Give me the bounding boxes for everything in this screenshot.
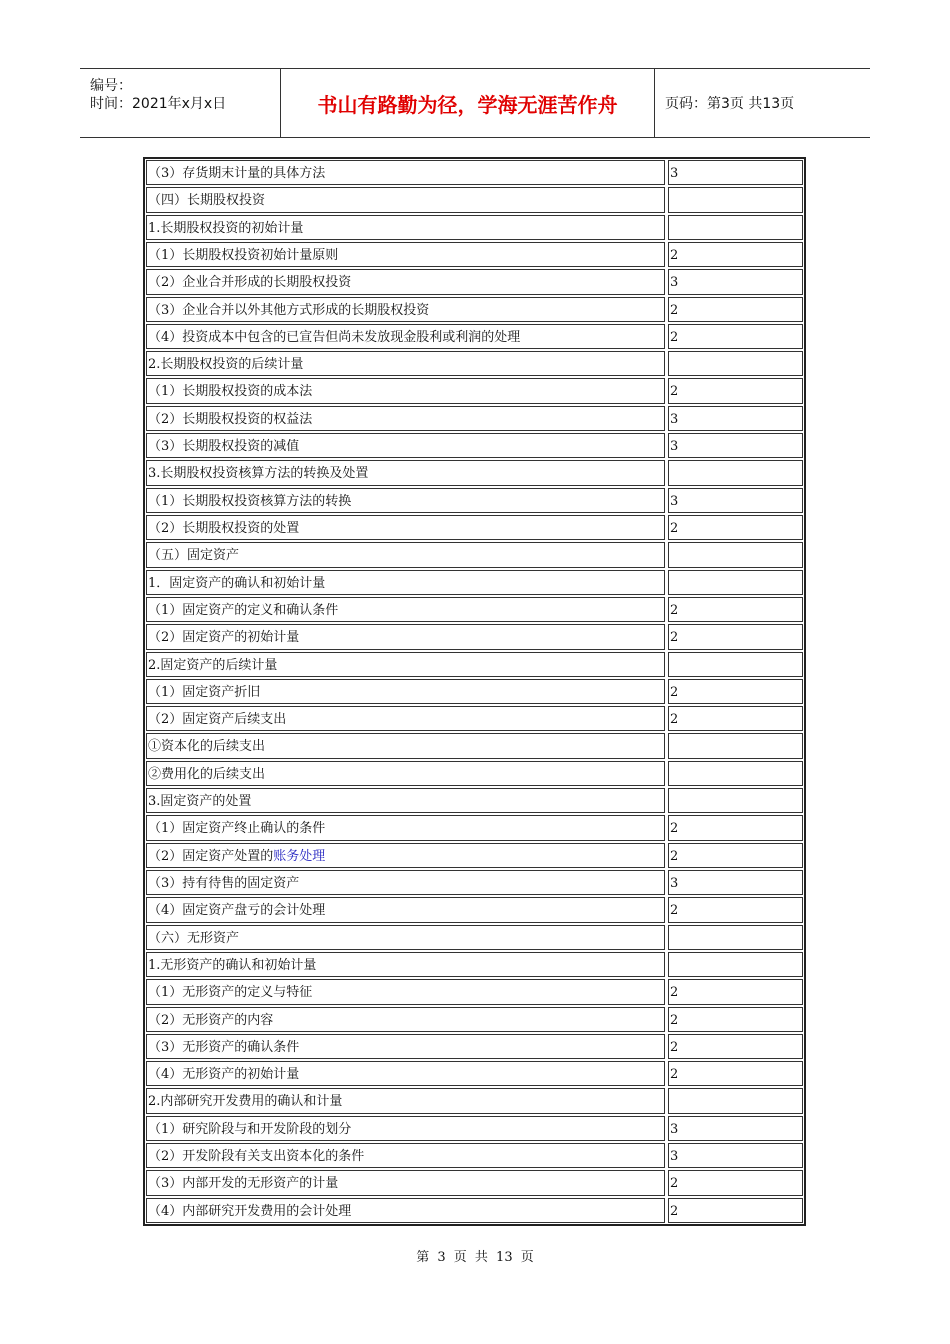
topic-text: （2）开发阶段有关支出资本化的条件: [148, 1149, 365, 1165]
topic-text: 1．固定资产的确认和初始计量: [148, 575, 326, 591]
topic-text: （3）存货期末计量的具体方法: [148, 166, 326, 181]
topic-cell: [146, 542, 665, 567]
document-number-label: 编号：: [90, 78, 132, 94]
table-row: [145, 1087, 804, 1114]
topic-text: 2.长期股权投资的后续计量: [148, 357, 304, 373]
table-row: [145, 978, 804, 1005]
table-row: [145, 459, 804, 486]
topic-cell: [146, 652, 665, 677]
topic-text: （3）无形资产的确认条件: [148, 1039, 300, 1055]
table-row: [145, 1006, 804, 1033]
hours-cell: 2: [668, 1007, 803, 1032]
topic-text: （五）固定资产: [148, 548, 240, 564]
table-row: [145, 1142, 804, 1169]
hours-cell: 2: [668, 897, 803, 922]
topic-link[interactable]: 账务处理: [273, 848, 326, 864]
table-row: [145, 405, 804, 432]
table-row: [145, 1115, 804, 1142]
table-row: [145, 159, 804, 186]
topic-cell: [146, 160, 665, 185]
topic-cell: [146, 706, 665, 731]
topic-text: ②费用化的后续支出: [148, 766, 266, 782]
topic-cell: [146, 733, 665, 758]
topic-text: （四）长期股权投资: [148, 193, 266, 209]
hours-cell: 2: [668, 1061, 803, 1086]
hours-cell: 3: [668, 1143, 803, 1168]
topic-cell: [146, 433, 665, 458]
topic-text: （4）投资成本中包含的已宣告但尚未发放现金股利或利润的处理: [148, 329, 521, 345]
table-row: [145, 296, 804, 323]
hours-cell: 2: [668, 378, 803, 403]
topic-text: 3.固定资产的处置: [148, 794, 252, 810]
topic-cell: [146, 1007, 665, 1032]
hours-cell: [668, 788, 803, 813]
topic-cell: [146, 679, 665, 704]
topic-cell: [146, 597, 665, 622]
topic-cell: [146, 952, 665, 977]
hours-cell: 2: [668, 706, 803, 731]
topic-text: （1）研究阶段与和开发阶段的划分: [148, 1121, 352, 1137]
table-row: [145, 814, 804, 841]
table-row: [145, 732, 804, 759]
topic-cell: [146, 761, 665, 786]
topic-cell: [146, 870, 665, 895]
topic-cell: [146, 788, 665, 813]
topic-cell: [146, 242, 665, 267]
hours-cell: [668, 351, 803, 376]
topic-text: （2）长期股权投资的处置: [148, 521, 300, 536]
topic-cell: [146, 1116, 665, 1141]
hours-cell: [668, 761, 803, 786]
topic-text: （3）持有待售的固定资产: [148, 876, 300, 891]
topic-cell: [146, 351, 665, 376]
topic-text: （1）长期股权投资初始计量原则: [148, 247, 339, 263]
topic-text: （1）固定资产终止确认的条件: [148, 821, 326, 837]
table-row: [145, 623, 804, 650]
hours-cell: 2: [668, 297, 803, 322]
topic-cell: [146, 624, 665, 649]
topic-cell: [146, 1143, 665, 1168]
hours-cell: 3: [668, 269, 803, 294]
topic-text: （1）无形资产的定义与特征: [148, 985, 313, 1001]
hours-cell: [668, 925, 803, 950]
topic-cell: [146, 1170, 665, 1195]
topic-text: （2）固定资产的初始计量: [148, 630, 300, 646]
topic-cell: [146, 378, 665, 403]
topic-text: （1）长期股权投资核算方法的转换: [148, 493, 352, 509]
topic-cell: [146, 897, 665, 922]
hours-cell: 3: [668, 488, 803, 513]
topic-text: 2.固定资产的后续计量: [148, 657, 278, 673]
hours-cell: 2: [668, 679, 803, 704]
table-row: [145, 1033, 804, 1060]
table-row: [145, 951, 804, 978]
topic-cell: [146, 324, 665, 349]
hours-cell: [668, 460, 803, 485]
table-row: [145, 186, 804, 213]
table-row: [145, 541, 804, 568]
topic-cell: [146, 215, 665, 240]
document-date-label: 时间：2021年x月x日: [90, 96, 227, 112]
hours-cell: 2: [668, 515, 803, 540]
header-meta-cell: [80, 69, 281, 137]
hours-cell: 2: [668, 1198, 803, 1223]
topic-text: ①资本化的后续支出: [148, 739, 266, 755]
topic-cell: [146, 269, 665, 294]
document-header: [80, 68, 870, 138]
table-row: [145, 924, 804, 951]
hours-cell: 2: [668, 1170, 803, 1195]
topic-text: （2）无形资产的内容: [148, 1012, 274, 1028]
topic-text: （2）长期股权投资的权益法: [148, 411, 313, 427]
topic-text: 2.内部研究开发费用的确认和计量: [148, 1094, 343, 1110]
hours-cell: 2: [668, 624, 803, 649]
topic-cell: [146, 1088, 665, 1113]
hours-cell: [668, 215, 803, 240]
hours-cell: 2: [668, 843, 803, 868]
topic-text: （1）固定资产折旧: [148, 684, 261, 700]
table-row: [145, 214, 804, 241]
topic-text: （3）企业合并以外其他方式形成的长期股权投资: [148, 302, 430, 318]
topic-text: （2）企业合并形成的长期股权投资: [148, 275, 352, 291]
topic-text: （4）固定资产盘亏的会计处理: [148, 903, 326, 919]
topic-cell: [146, 1034, 665, 1059]
topic-text: （1）长期股权投资的成本法: [148, 384, 313, 400]
table-row: [145, 1197, 804, 1224]
topic-cell: [146, 925, 665, 950]
table-row: [145, 596, 804, 623]
hours-cell: 2: [668, 324, 803, 349]
hours-cell: [668, 187, 803, 212]
hours-cell: 2: [668, 815, 803, 840]
topic-cell: [146, 815, 665, 840]
header-page-number: 页码：第3页 共13页: [665, 96, 795, 112]
table-row: [145, 377, 804, 404]
topic-cell: [146, 460, 665, 485]
table-row: [145, 760, 804, 787]
hours-cell: [668, 1088, 803, 1113]
topic-cell: [146, 979, 665, 1004]
hours-cell: 3: [668, 433, 803, 458]
hours-cell: 2: [668, 597, 803, 622]
topic-cell: [146, 297, 665, 322]
table-row: [145, 787, 804, 814]
table-row: [145, 1169, 804, 1196]
hours-cell: 2: [668, 1034, 803, 1059]
topic-text: （3）长期股权投资的减值: [148, 439, 300, 455]
topic-cell: [146, 570, 665, 595]
table-row: [145, 678, 804, 705]
topic-text: （4）无形资产的初始计量: [148, 1067, 300, 1083]
hours-cell: 2: [668, 242, 803, 267]
table-row: [145, 705, 804, 732]
hours-cell: [668, 542, 803, 567]
table-row: [145, 487, 804, 514]
topic-text: （2）固定资产后续支出: [148, 712, 287, 728]
table-row: [145, 651, 804, 678]
topic-text: （4）内部研究开发费用的会计处理: [148, 1203, 352, 1219]
table-row: [145, 869, 804, 896]
topic-cell: [146, 187, 665, 212]
hours-cell: 3: [668, 406, 803, 431]
topic-text: （1）固定资产的定义和确认条件: [148, 602, 339, 618]
table-row: [145, 896, 804, 923]
hours-cell: [668, 952, 803, 977]
table-row: [145, 432, 804, 459]
hours-cell: 3: [668, 1116, 803, 1141]
table-row: [145, 569, 804, 596]
hours-cell: [668, 652, 803, 677]
topic-text: 1.无形资产的确认和初始计量: [148, 957, 317, 973]
topic-cell: [146, 406, 665, 431]
topic-text: （2）固定资产处置的: [148, 848, 274, 864]
topic-cell: [146, 843, 665, 868]
syllabus-table: [143, 157, 806, 1226]
topic-cell: [146, 488, 665, 513]
topic-cell: [146, 1198, 665, 1223]
hours-cell: [668, 733, 803, 758]
topic-text: （六）无形资产: [148, 930, 240, 946]
topic-text: 1.长期股权投资的初始计量: [148, 220, 304, 236]
hours-cell: 3: [668, 870, 803, 895]
hours-cell: [668, 570, 803, 595]
topic-text: 3.长期股权投资核算方法的转换及处置: [148, 466, 369, 482]
topic-cell: [146, 515, 665, 540]
header-slogan: 书山有路勤为径，学海无涯苦作舟: [281, 69, 655, 137]
table-row: [145, 842, 804, 869]
hours-cell: 2: [668, 979, 803, 1004]
page-footer: 第 3 页 共 13 页: [416, 1250, 534, 1265]
topic-cell: [146, 1061, 665, 1086]
table-row: [145, 350, 804, 377]
table-row: [145, 268, 804, 295]
hours-cell: 3: [668, 160, 803, 185]
table-row: [145, 1060, 804, 1087]
table-row: [145, 514, 804, 541]
table-row: [145, 241, 804, 268]
topic-text: （3）内部开发的无形资产的计量: [148, 1176, 339, 1192]
table-row: [145, 323, 804, 350]
